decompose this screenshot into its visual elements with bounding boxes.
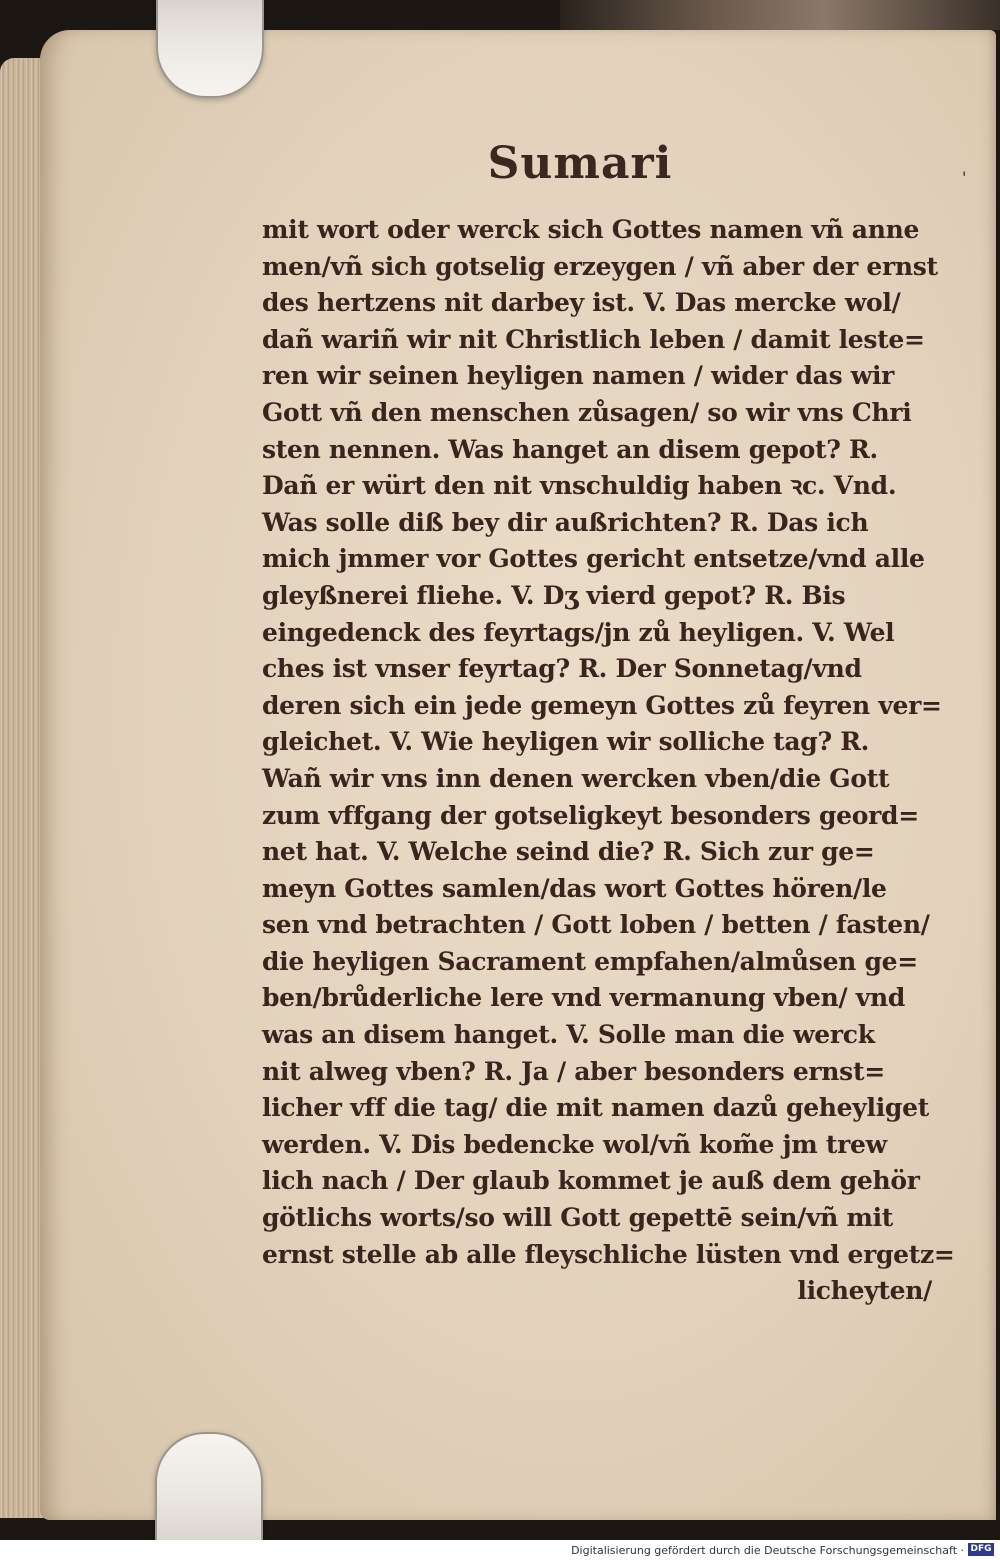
text-line: gleyßnerei fliehe. V. Dʒ vierd gepot? R. Bis — [262, 580, 846, 610]
text-line: ches ist vnser feyrtag? R. Der Sonnetag/vnd — [262, 654, 862, 684]
running-head: Sumari — [487, 138, 673, 189]
text-line: men/vñ sich gotselig erzeygen / vñ aber der ernst — [262, 251, 938, 281]
text-line: Dañ er würt den nit vnschuldig haben ꝛc. Vnd. — [262, 471, 897, 501]
funding-credit: Digitalisierung gefördert durch die Deutsche Forschungsgemeinschaft · — [571, 1544, 964, 1557]
dfg-logo: DFG — [968, 1543, 994, 1556]
text-line: ren wir seinen heyligen namen / wider das wir — [262, 361, 895, 391]
book-cover-edge — [560, 0, 1000, 30]
text-line: Was solle diß bey dir außrichten? R. Das ich — [262, 507, 869, 537]
text-line: ernst stelle ab alle fleyschliche lüsten vnd ergetz= — [262, 1239, 955, 1269]
text-line: meyn Gottes samlen/das wort Gottes hören/le — [262, 873, 887, 903]
text-line: die heyligen Sacrament empfahen/almůsen ge= — [262, 946, 918, 976]
text-line: Gott vñ den menschen zůsagen/ so wir vns Chri — [262, 397, 912, 427]
catchword-line: licheyten/ — [797, 1276, 932, 1306]
text-line: mich jmmer vor Gottes gericht entsetze/vnd alle — [262, 544, 925, 574]
text-line: götlichs worts/so will Gott gepettē sein/vñ mit — [262, 1203, 894, 1233]
text-line: dañ wariñ wir nit Christlich leben / damit leste= — [262, 324, 925, 354]
text-line: licher vff die tag/ die mit namen dazů geheyliget — [262, 1093, 929, 1123]
holding-clip-bottom — [155, 1432, 263, 1540]
text-line: deren sich ein jede gemeyn Gottes zů feyren ver= — [262, 690, 942, 720]
holding-clip-top — [156, 0, 264, 98]
text-line: was an disem hanget. V. Solle man die werck — [262, 1020, 875, 1050]
text-line: werden. V. Dis bedencke wol/vñ kom̃e jm trew — [262, 1129, 887, 1159]
folio-mark: ' — [962, 168, 967, 187]
text-line: lich nach / Der glaub kommet je auß dem gehör — [262, 1166, 920, 1196]
text-line: des hertzens nit darbey ist. V. Das mercke wol/ — [262, 288, 901, 318]
text-line: sten nennen. Was hanget an disem gepot? R. — [262, 434, 878, 464]
text-line: net hat. V. Welche seind die? R. Sich zur ge= — [262, 837, 875, 867]
text-line: mit wort oder werck sich Gottes namen vñ anne — [262, 215, 920, 244]
text-line: sen vnd betrachten / Gott loben / betten / fasten/ — [262, 910, 930, 940]
text-line: gleichet. V. Wie heyligen wir solliche tag? R. — [262, 727, 870, 757]
text-line: Wañ wir vns inn denen wercken vben/die Gott — [262, 763, 890, 793]
body-text — [262, 212, 955, 1310]
text-line: eingedenck des feyrtags/jn zů heyligen. V. Wel — [262, 617, 895, 647]
text-line: ben/brůderliche lere vnd vermanung vben/ vnd — [262, 983, 906, 1013]
text-line: nit alweg vben? R. Ja / aber besonders ernst= — [262, 1056, 885, 1086]
text-line: zum vffgang der gotseligkeyt besonders geord= — [262, 800, 919, 830]
